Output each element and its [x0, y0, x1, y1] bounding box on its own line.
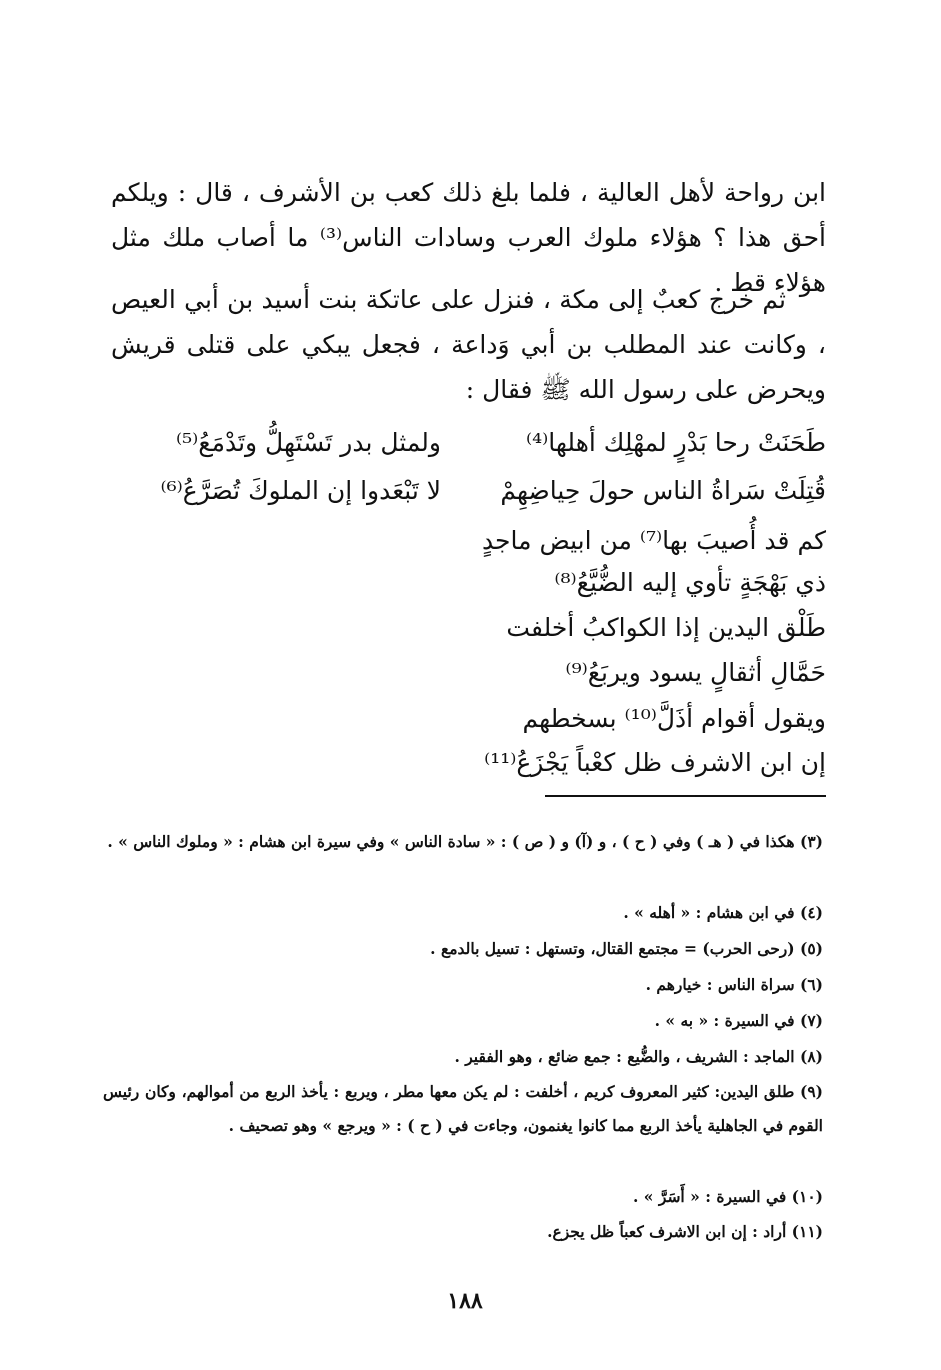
footnote-9: (٩) طلق اليدين: كثير المعروف كريم ، أخلفت : لم يكن معها مطر ، ويربع : يأخذ الربع من أموالهم، وكان رئيس القوم في الجاهلية يأخذ الربع مما كانوا يغنمون، وجاءت في ( ح ) : « ويرجع » وهو تصحيف .: [103, 1082, 823, 1135]
body-paragraph-2: ثم خرج كعبٌ إلى مكة ، فنزل على عاتكة بنت أسيد بن أبي العيص ، وكانت عند المطلب بن أبي وَداعة ، فجعل يبكي على قتلى قريش ويحرض على رسول الله ﷺ فقال :: [111, 285, 826, 404]
poem-line-1-right: طَحَنَتْ رحا بَدْرٍ لمهْلِك أهلها⁽⁴⁾: [525, 428, 826, 457]
footnote-10: (١٠) في السيرة : « أَسَرَّ » .: [633, 1187, 823, 1206]
footnote-4: (٤) في ابن هشام : « أهله » .: [623, 903, 823, 922]
poem-line-3: كم قد أُصيبَ بها⁽⁷⁾ من ابيض ماجدٍ: [481, 526, 826, 555]
footnote-11: (١١) أراد : إن ابن الاشرف كعباً ظل يجزع.: [547, 1222, 823, 1241]
footnote-separator: [545, 795, 826, 797]
footnote-3: (٣) هكذا في ( هـ ) وفي ( ح ) ، و (آ) و ( ص ) : « سادة الناس » وفي سيرة ابن هشام : « وملوك الناس » .: [107, 832, 823, 851]
footnote-8: (٨) الماجد : الشريف ، والضُّيع : جمع ضائع ، وهو الفقير .: [454, 1047, 823, 1066]
page-number: ١٨٨: [447, 1288, 483, 1314]
poem-line-2-left: لا تَبْعَدوا إن الملوكَ تُصَرَّعُ⁽⁶⁾: [160, 476, 441, 505]
footnote-5: (٥) (رحى الحرب) = مجتمع القتال، وتستهل : تسيل بالدمع .: [430, 939, 823, 958]
poem-line-2-right: قُتِلَتْ سَراةُ الناس حولَ حِياضِهِمْ: [500, 476, 826, 505]
poem-line-7: ويقول أقوام أذَلَّ⁽¹⁰⁾ بسخطهم: [522, 704, 826, 733]
footnote-7: (٧) في السيرة : « به » .: [654, 1011, 823, 1030]
body-paragraph-1: ابن رواحة لأهل العالية ، فلما بلغ ذلك كعب بن الأشرف ، قال : ويلكم أحق هذا ؟ هؤلاء ملوك العرب وسادات الناس⁽³⁾ ما أصاب ملك مثل هؤلاء قط .: [111, 178, 826, 297]
poem-line-5: طَلْق اليدين إذا الكواكبُ أخلفت: [506, 613, 826, 642]
poem-line-6: حَمَّالِ أثقالٍ يسود ويربَعُ⁽⁹⁾: [565, 658, 826, 687]
poem-line-1-left: ولمثل بدر تَسْتَهِلُّ وتَدْمَعُ⁽⁵⁾: [175, 428, 441, 457]
poem-line-8: إن ابن الاشرف ظل كعْباً يَجْزَعُ⁽¹¹⁾: [484, 748, 826, 777]
poem-line-4: ذي بَهْجَةٍ تأوي إليه الضُّيَّعُ⁽⁸⁾: [554, 568, 826, 597]
footnote-6: (٦) سراة الناس : خيارهم .: [645, 975, 823, 994]
